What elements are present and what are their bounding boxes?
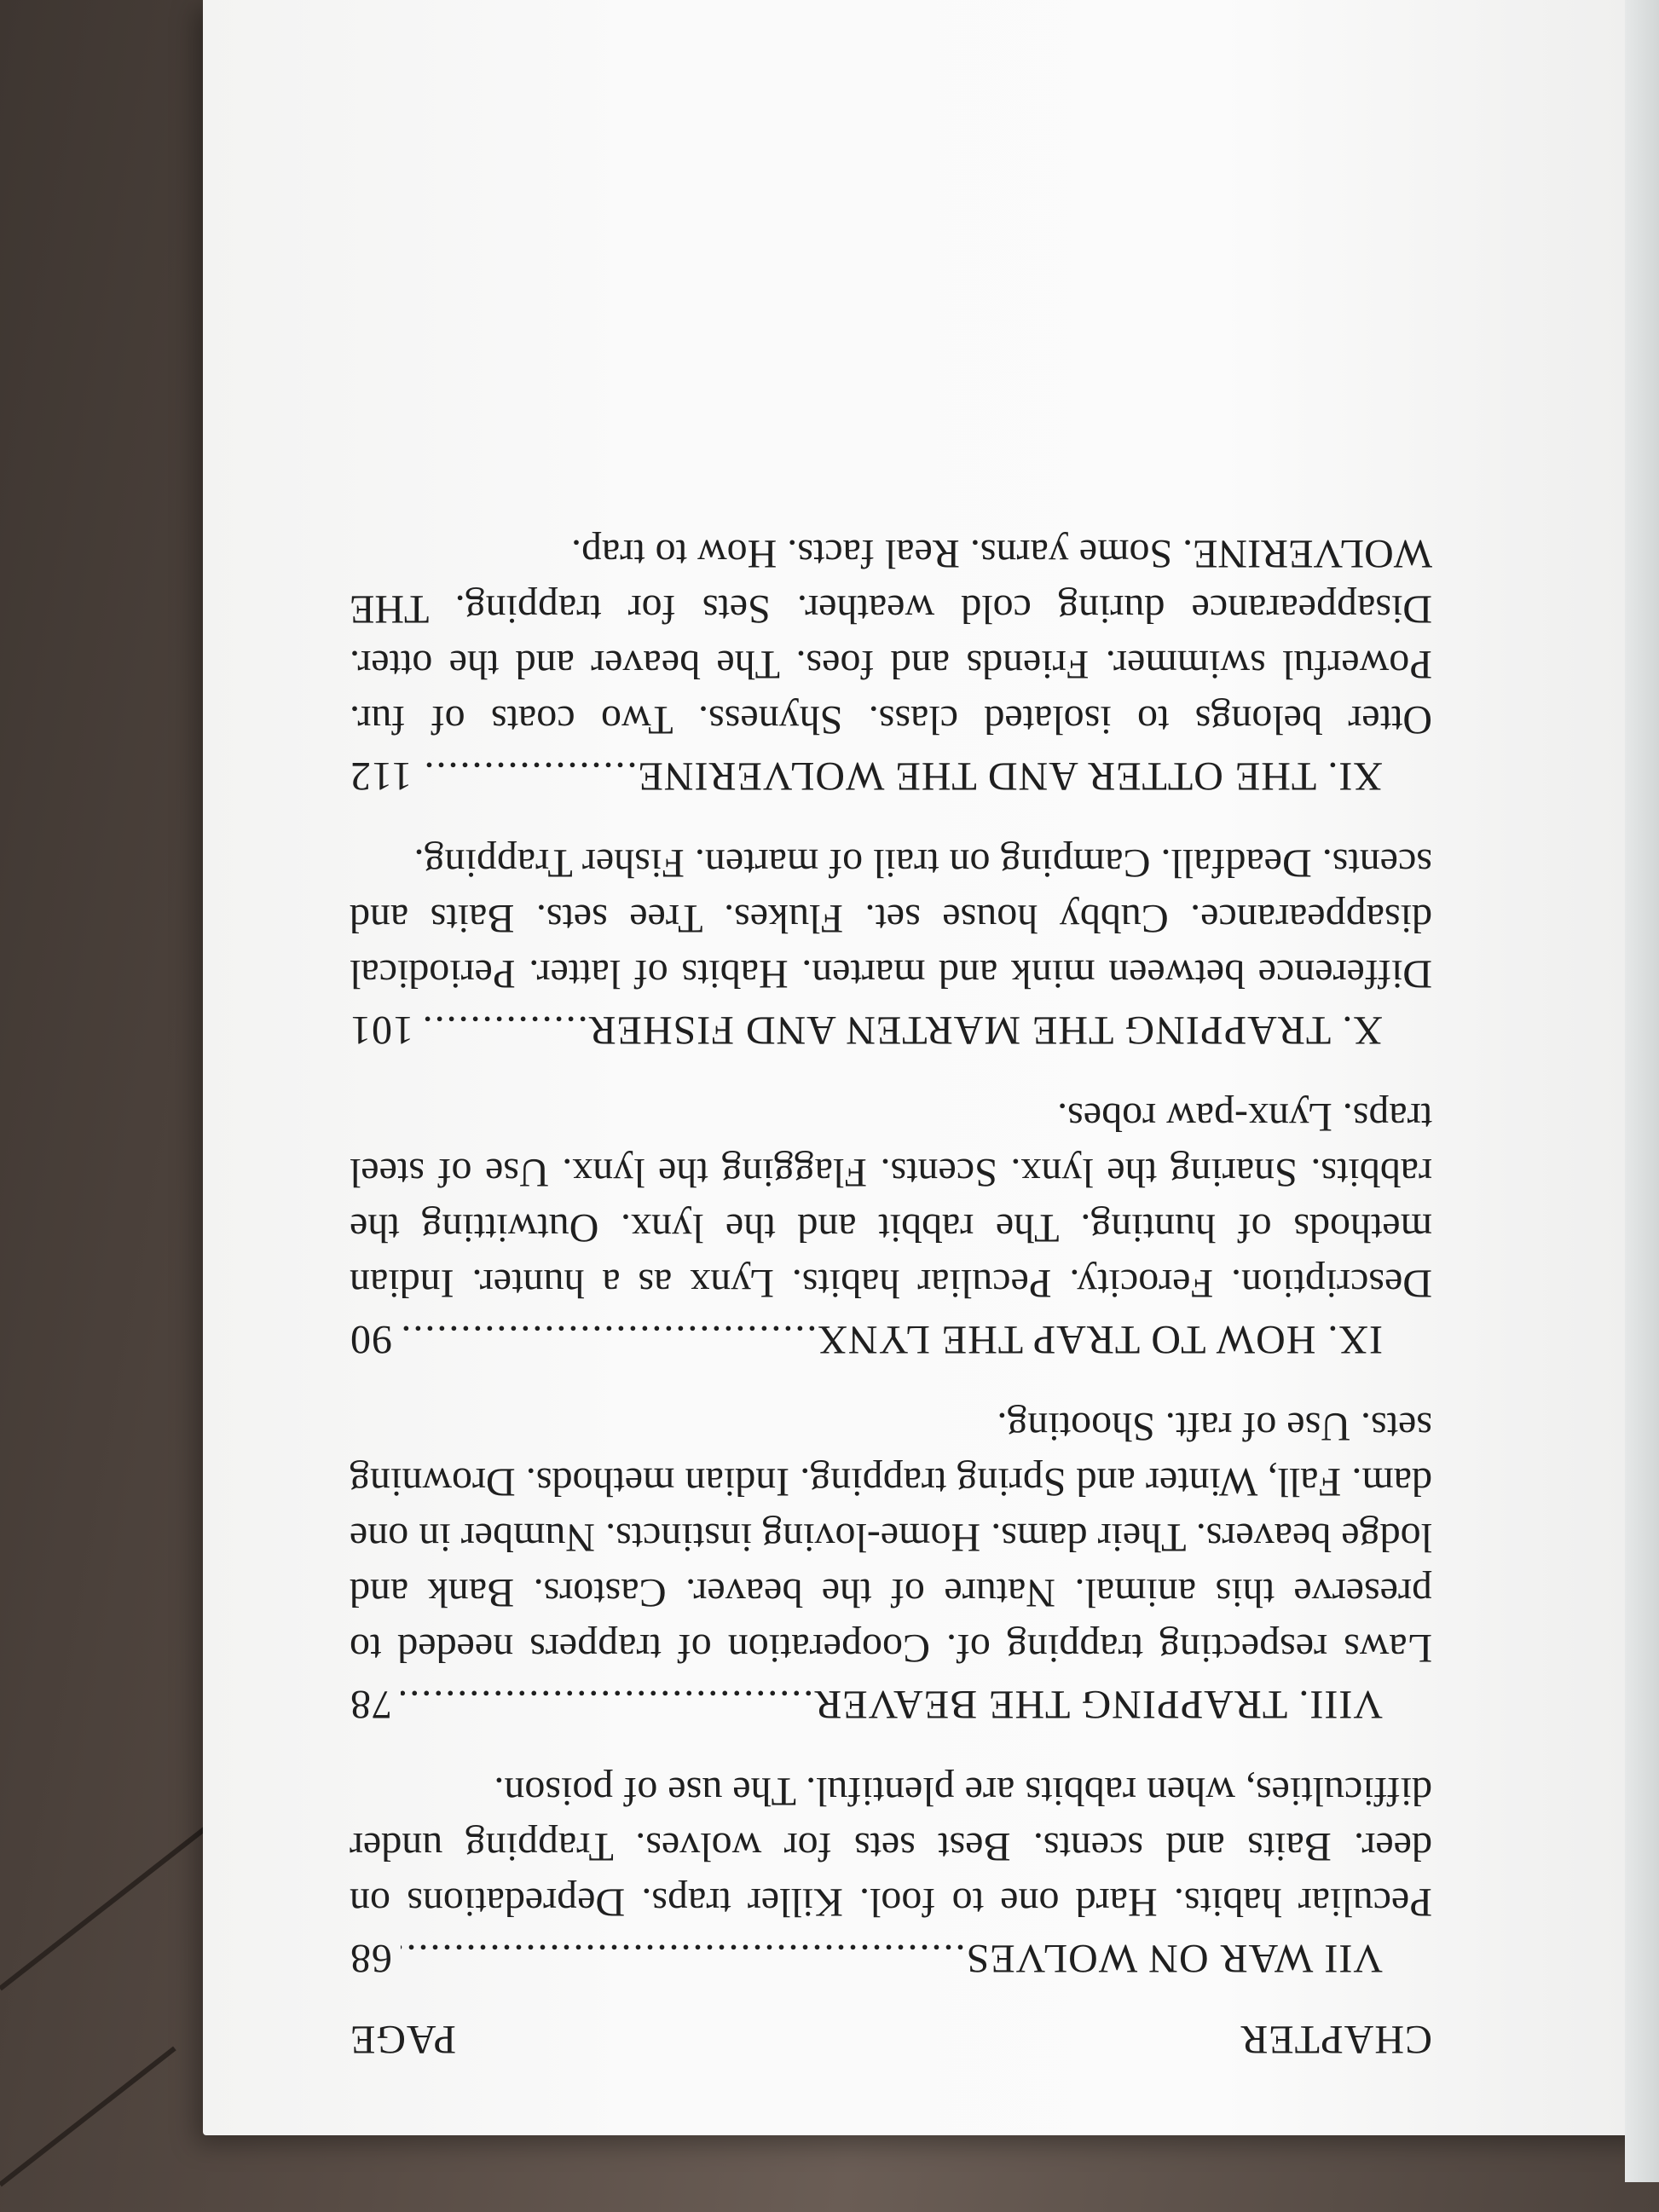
chapter-title-line [350, 753, 1432, 800]
chapter-title-line [350, 1316, 1432, 1363]
chapter-title: IX. HOW TO TRAP THE LYNX [817, 1317, 1383, 1362]
dot-leader [401, 1935, 966, 1982]
chapter-summary: Otter belongs to isolated class. Shyness. Two coats of fur. Powerful swimmer. Friends and foes. The beaver and the otter. Disappearance during cold weather. Sets for trapping. THE WOLVERINE. Some yarns. Real facts. How to trap. [350, 531, 1432, 742]
chapter-title-line [350, 1681, 1432, 1728]
chapter-title-line [350, 1935, 1432, 1982]
chapter-title: VIII. TRAPPING THE BEAVER [813, 1682, 1383, 1727]
chapter-summary: Difference between mink and marten. Habits of latter. Periodical disappearance. Cubby house set. Flukes. Tree sets. Baits and scents. Deadfall. Camping on trail of marten. Fisher Trapping. [350, 840, 1432, 996]
chapter-title: VII WAR ON WOLVES [965, 1936, 1383, 1981]
dot-leader [420, 753, 637, 800]
toc-entry [350, 1089, 1432, 1363]
chapter-title: X. TRAPPING THE MARTEN AND FISHER [587, 1008, 1383, 1053]
toc-entry [350, 1764, 1432, 1982]
page-edge [1625, 0, 1659, 2182]
toc-entry [350, 1399, 1432, 1728]
chapter-summary: Description. Ferocity. Peculiar habits. Lynx as a hunter. Indian methods of hunting. The rabbit and the lynx. Outwitting the rabbits. Snaring the lynx. Scents. Flagging the lynx. Use of steel traps. Lynx-paw robes. [350, 1094, 1432, 1306]
toc-entry [350, 835, 1432, 1054]
chapter-page-number: 101 [350, 1008, 413, 1053]
chapter-summary: Laws respecting trapping of. Cooperation of trappers needed to preserve this animal. Nature of the beaver. Castors. Bank and lodge beavers. Their dams. Home-loving instincts. Number in one dam. Fall, Winter and Spring trapping. Indian methods. Drowning sets. Use of raft. Shooting. [350, 1404, 1432, 1671]
toc-entry [350, 526, 1432, 800]
chapter-page-number: 68 [350, 1936, 392, 1981]
floor-board-seam [0, 2047, 176, 2187]
chapter-page-number: 112 [350, 754, 413, 799]
dot-leader [401, 1316, 817, 1363]
chapter-column-label: CHAPTER [1240, 2017, 1432, 2062]
dot-leader [422, 1007, 588, 1054]
chapter-title-line [350, 1007, 1432, 1054]
chapter-page-number: 78 [350, 1682, 392, 1727]
page-column-label: PAGE [350, 2017, 456, 2062]
table-of-contents [350, 264, 1432, 2063]
chapter-page-number: 90 [350, 1317, 392, 1362]
chapter-summary: Peculiar habits. Hard one to fool. Killer traps. Depredations on deer. Baits and scents. Best sets for wolves. Trapping under difficulties, when rabbits are plentiful. The use of poison. [350, 1769, 1432, 1925]
dot-leader [401, 1681, 813, 1728]
toc-header [350, 2016, 1432, 2063]
chapter-title: XI. THE OTTER AND THE WOLVERINE [637, 754, 1383, 799]
